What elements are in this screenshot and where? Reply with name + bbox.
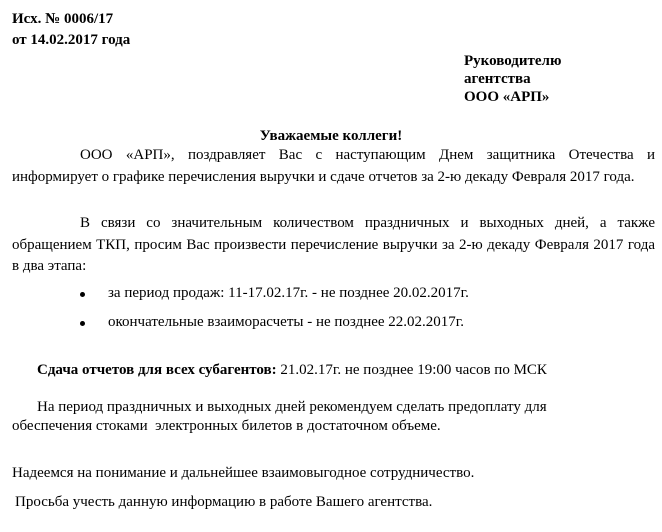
paragraph-schedule bbox=[12, 213, 655, 278]
closing-line-1: Надеемся на понимание и дальнейшее взаимовыгодное сотрудничество. bbox=[12, 465, 475, 481]
paragraph-congratulation-text: ООО «АРП», поздравляет Вас с наступающим Днем защитника Отечества и информирует о графике перечисления выручки и сдаче отчетов за 2-ю декаду Февраля 2017 года. bbox=[12, 147, 655, 185]
bullet-icon bbox=[80, 321, 85, 326]
list-item-text: окончательные взаиморасчеты - не позднее 22.02.2017г. bbox=[108, 314, 465, 330]
recipient-line-3: ООО «АРП» bbox=[464, 89, 550, 105]
recipient-line-1: Руководителю bbox=[464, 53, 562, 69]
reports-deadline bbox=[37, 362, 547, 379]
outgoing-ref-number: Исх. № 0006/17 bbox=[12, 11, 114, 27]
paragraph-prepayment-line-2: обеспечения стоками электронных билетов в достаточном объеме. bbox=[12, 418, 441, 434]
paragraph-congratulation bbox=[12, 145, 655, 188]
outgoing-ref-date: от 14.02.2017 года bbox=[12, 32, 131, 48]
bullet-icon bbox=[80, 292, 85, 297]
list-item-text: за период продаж: 11-17.02.17г. - не позднее 20.02.2017г. bbox=[108, 285, 469, 301]
closing-line-2: Просьба учесть данную информацию в работе Вашего агентства. bbox=[15, 494, 433, 510]
reports-deadline-label: Сдача отчетов для всех субагентов: bbox=[37, 362, 277, 378]
paragraph-prepayment-line-1: На период праздничных и выходных дней рекомендуем сделать предоплату для bbox=[37, 399, 547, 415]
paragraph-schedule-text: В связи со значительным количеством праздничных и выходных дней, а также обращением ТКП, просим Вас произвести перечисление выручки за 2-ю декаду Февраля 2017 года в два этапа: bbox=[12, 215, 655, 274]
greeting: Уважаемые коллеги! bbox=[259, 128, 403, 144]
reports-deadline-value: 21.02.17г. не позднее 19:00 часов по МСК bbox=[276, 362, 547, 378]
recipient-line-2: агентства bbox=[464, 71, 531, 87]
